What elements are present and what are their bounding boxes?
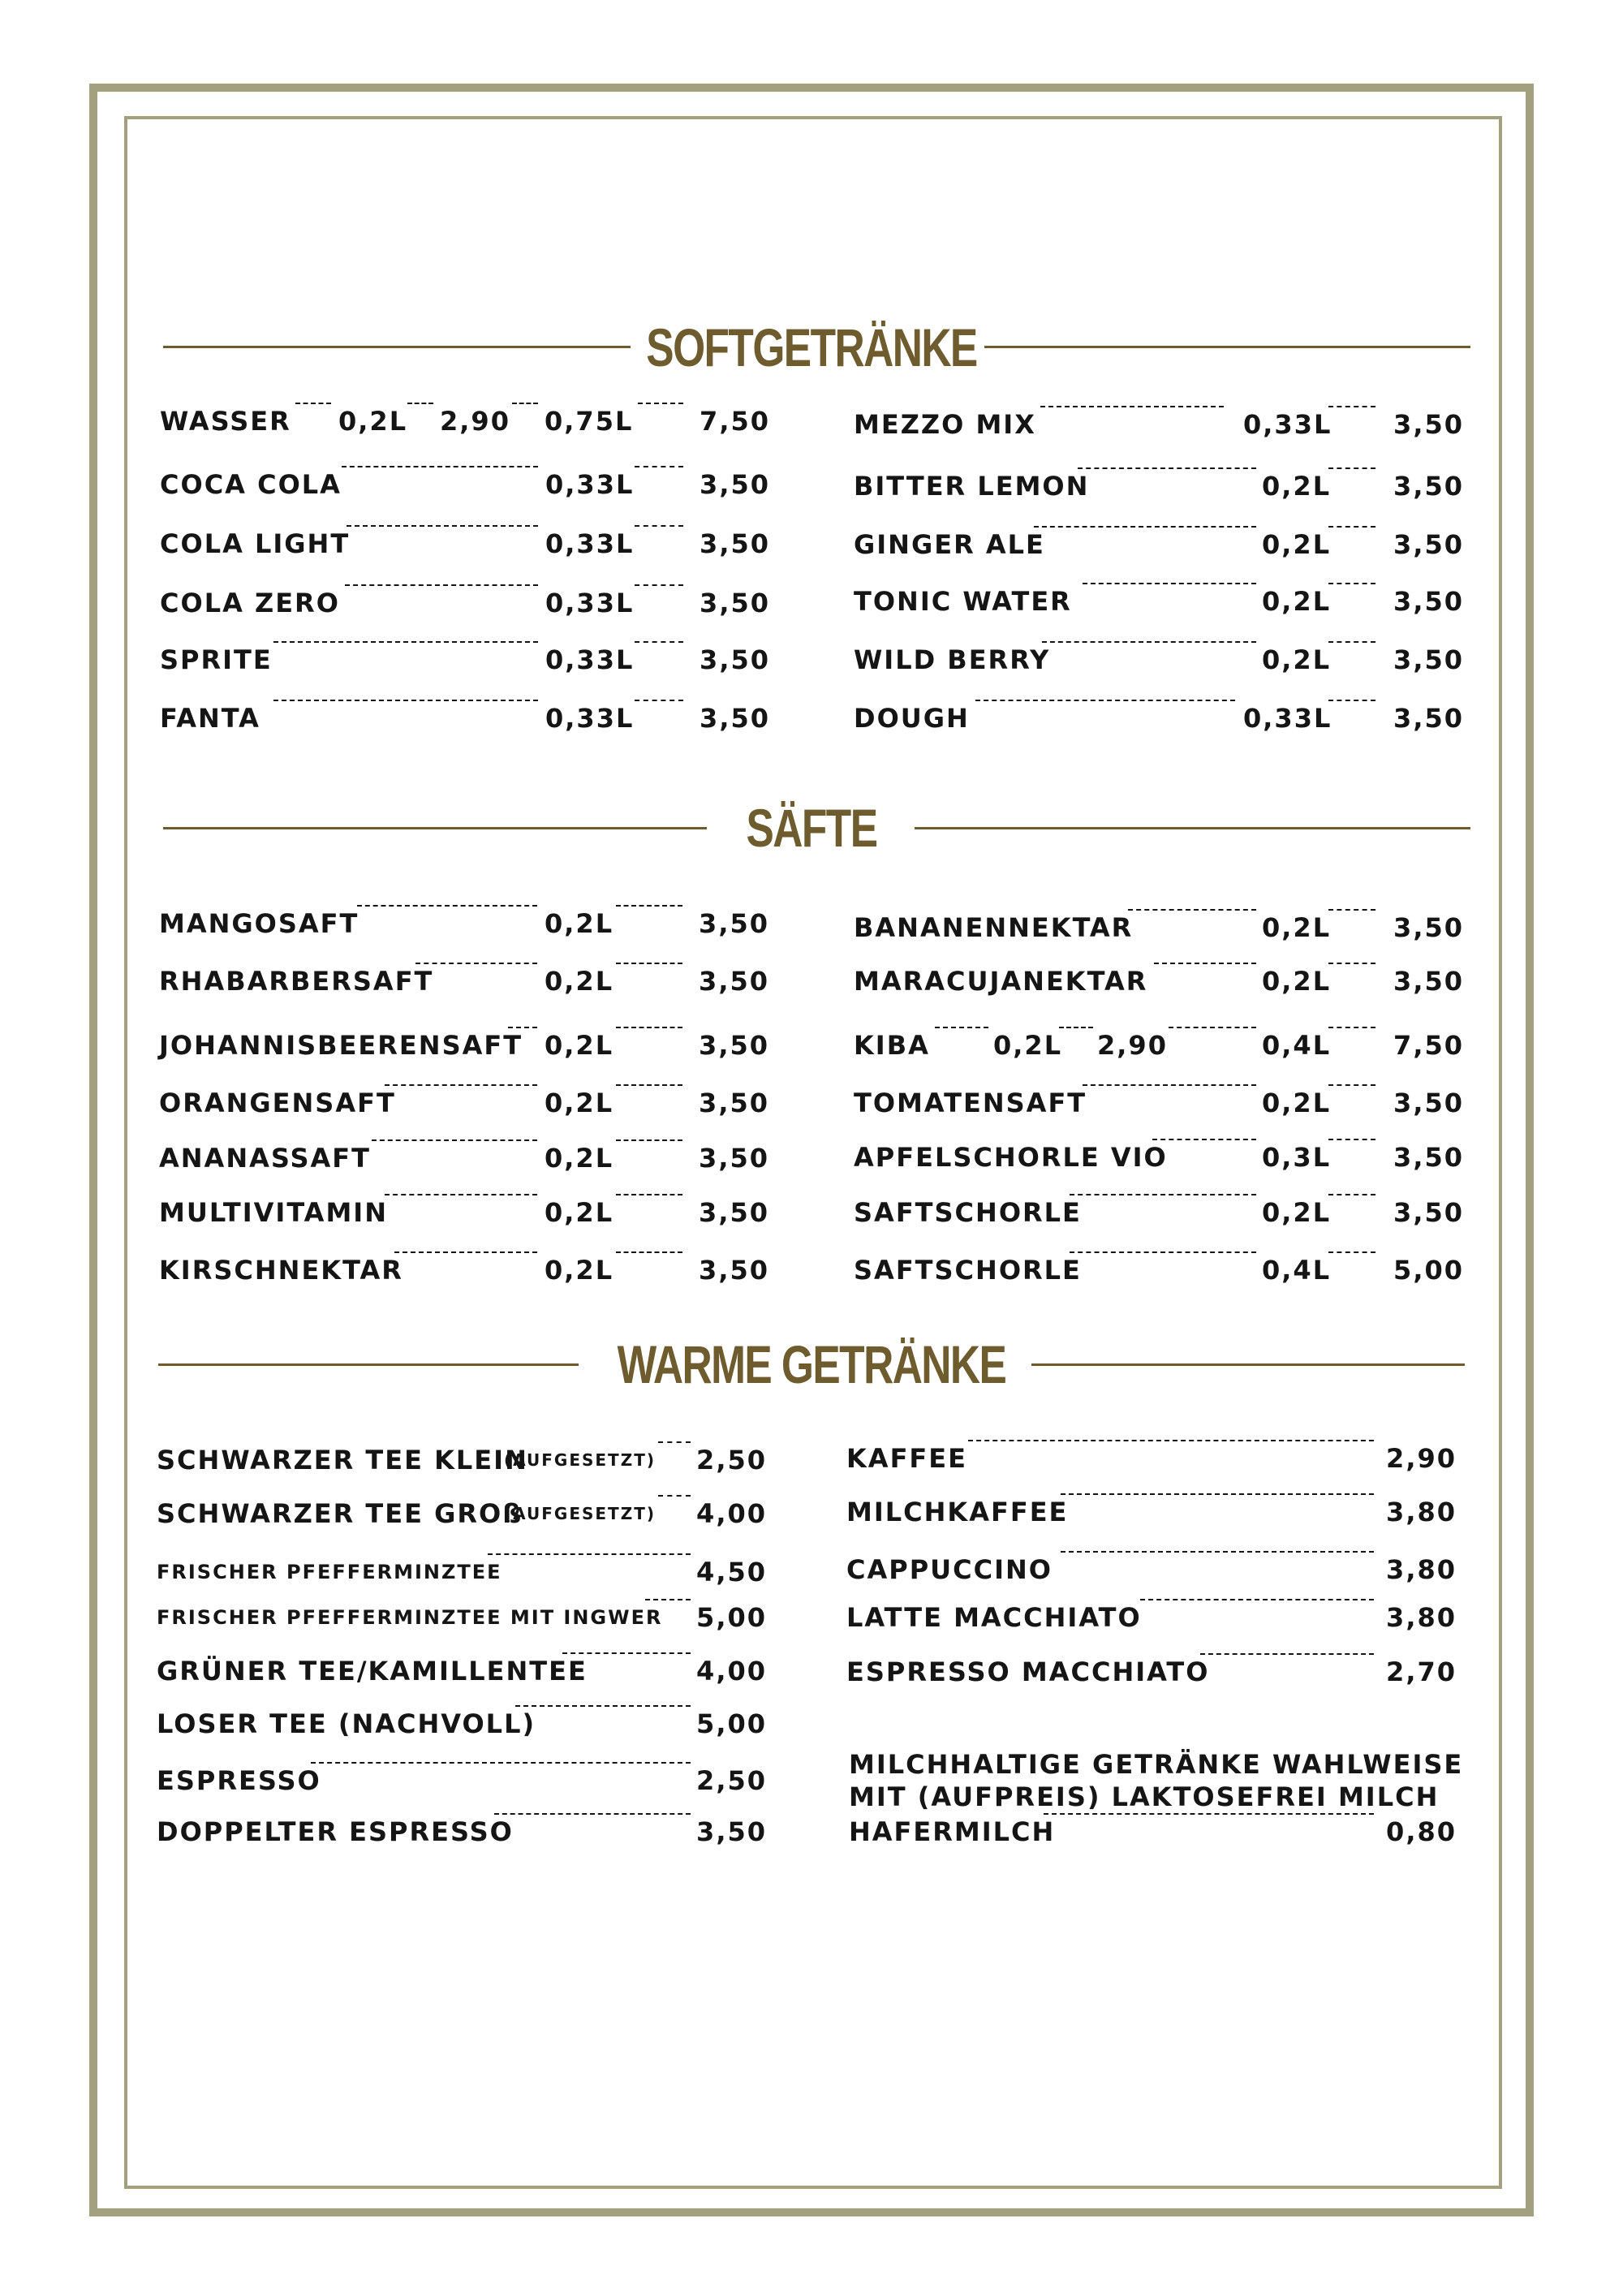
item-note: (AUFGESETZT) — [504, 1450, 656, 1470]
item-size: 0,2L — [1262, 966, 1332, 997]
menu-item — [854, 406, 1464, 443]
item-price: 2,50 — [696, 1445, 767, 1475]
leader — [1328, 526, 1375, 528]
item-price: 3,80 — [1386, 1497, 1457, 1527]
menu-item — [854, 1084, 1464, 1122]
item-price: 5,00 — [1393, 1255, 1464, 1286]
leader — [635, 466, 683, 467]
menu-item — [157, 1553, 767, 1591]
leader — [295, 403, 331, 404]
menu-item — [160, 525, 770, 562]
item-price: 3,50 — [700, 703, 770, 734]
leader — [508, 1027, 537, 1028]
leader — [616, 1194, 682, 1195]
leader — [1328, 1084, 1375, 1086]
item-price: 7,50 — [700, 406, 770, 437]
leader — [1200, 1653, 1374, 1655]
item-name: MANGOSAFT — [159, 908, 359, 939]
item-name: RHABARBERSAFT — [159, 966, 434, 997]
leader — [1070, 1194, 1256, 1195]
menu-item — [159, 1084, 769, 1122]
item-price: 2,50 — [696, 1765, 767, 1796]
leader — [385, 1194, 537, 1195]
leader — [1328, 1251, 1375, 1253]
leader — [1128, 909, 1256, 911]
item-size: 0,33L — [545, 528, 635, 559]
item-price: 3,50 — [1393, 1088, 1464, 1118]
leader — [616, 1139, 682, 1141]
item-name: SCHWARZER TEE GROß — [157, 1498, 523, 1529]
leader — [488, 1553, 691, 1555]
item-name: LOSER TEE (NACHVOLL) — [157, 1708, 536, 1739]
leader — [1328, 1139, 1375, 1140]
item-size: 0,75L — [545, 406, 634, 437]
menu-item — [159, 905, 769, 942]
menu-item — [854, 1194, 1464, 1231]
item-price: 0,80 — [1386, 1816, 1457, 1847]
leader — [415, 963, 537, 964]
item-price: 3,50 — [699, 1088, 769, 1118]
leader — [1152, 1139, 1256, 1140]
leader — [1169, 1027, 1256, 1028]
item-price: 5,00 — [696, 1602, 767, 1633]
menu-item — [159, 963, 769, 1000]
leader — [394, 1251, 537, 1253]
menu-item — [157, 1813, 767, 1850]
item-price: 3,50 — [699, 1143, 769, 1174]
leader — [1042, 641, 1256, 643]
item-price: 3,50 — [699, 908, 769, 939]
leader — [562, 1652, 691, 1654]
leader — [658, 1495, 691, 1497]
menu-item — [160, 700, 770, 737]
leader — [1059, 1027, 1093, 1028]
leader — [635, 584, 683, 586]
milk-option-note — [849, 1748, 1466, 1813]
leader — [1083, 1084, 1256, 1086]
item-name: FRISCHER PFEFFERMINZTEE — [157, 1561, 502, 1583]
leader — [658, 1441, 691, 1443]
item-name: LATTE MACCHIATO — [846, 1602, 1142, 1633]
menu-item — [849, 1813, 1457, 1850]
leader — [1083, 583, 1256, 584]
item-price: 3,50 — [1393, 1142, 1464, 1173]
menu-item — [846, 1599, 1457, 1636]
menu-item — [846, 1653, 1457, 1691]
item-size: 0,33L — [545, 588, 635, 618]
leader — [1061, 1493, 1374, 1495]
leader — [1328, 641, 1375, 643]
menu-item — [854, 467, 1464, 505]
item-size: 0,33L — [545, 469, 635, 500]
menu-item — [846, 1493, 1457, 1531]
section-title-warme-getraenke: WARME GETRÄNKE — [617, 1334, 1006, 1394]
leader — [635, 525, 683, 527]
item-price: 3,50 — [699, 966, 769, 997]
item-price: 3,50 — [1393, 1197, 1464, 1228]
leader — [616, 1251, 682, 1253]
section-title-softgetraenke: SOFTGETRÄNKE — [646, 317, 977, 377]
item-price: 3,50 — [1393, 644, 1464, 675]
item-name: FANTA — [160, 703, 260, 734]
item-name: ANANASSAFT — [159, 1143, 371, 1174]
leader — [975, 700, 1235, 701]
leader — [342, 466, 538, 467]
menu-item — [854, 1139, 1464, 1176]
item-name: COLA ZERO — [160, 588, 340, 618]
item-price: 3,50 — [699, 1030, 769, 1061]
item-price: 2,70 — [1386, 1656, 1457, 1687]
item-size: 0,2L — [338, 406, 408, 437]
leader — [1154, 963, 1256, 964]
leader — [616, 1084, 682, 1086]
item-size: 0,2L — [545, 1197, 614, 1228]
milk-note-line: MIT (AUFPREIS) LAKTOSEFREI MILCH — [849, 1781, 1440, 1812]
item-name: ORANGENSAFT — [159, 1088, 396, 1118]
leader — [1070, 1251, 1256, 1253]
item-name: GRÜNER TEE/KAMILLENTEE — [157, 1656, 588, 1686]
leader — [1040, 406, 1224, 407]
item-name: COCA COLA — [160, 469, 342, 500]
item-size: 0,2L — [1262, 1197, 1332, 1228]
item-size: 0,2L — [545, 1088, 614, 1118]
item-price: 3,80 — [1386, 1602, 1457, 1633]
leader — [1328, 1027, 1375, 1028]
item-size: 0,33L — [545, 703, 635, 734]
item-price: 3,50 — [700, 588, 770, 618]
menu-item — [854, 583, 1464, 620]
leader — [515, 1705, 691, 1707]
item-price: 3,50 — [1393, 471, 1464, 502]
section-title-saefte: SÄFTE — [746, 798, 877, 858]
leader — [407, 403, 433, 404]
leader — [638, 403, 683, 404]
item-size: 0,3L — [1262, 1142, 1332, 1173]
item-size: 0,4L — [1262, 1030, 1332, 1061]
milk-note-line: MILCHHALTIGE GETRÄNKE WAHLWEISE — [849, 1749, 1464, 1780]
item-size: 0,2L — [1262, 644, 1332, 675]
leader — [347, 525, 538, 527]
item-size: 0,2L — [1262, 586, 1332, 617]
leader — [635, 700, 683, 701]
item-name: TONIC WATER — [854, 586, 1072, 617]
item-size: 0,2L — [545, 908, 614, 939]
leader — [273, 700, 538, 701]
item-price: 4,00 — [696, 1498, 767, 1529]
leader — [1328, 963, 1375, 964]
item-price: 3,50 — [699, 1197, 769, 1228]
item-size: 0,33L — [1243, 703, 1332, 734]
menu-item — [854, 700, 1464, 737]
leader — [935, 1027, 988, 1028]
menu-item — [160, 466, 770, 503]
leader — [616, 905, 682, 907]
leader — [512, 403, 538, 404]
menu-item — [854, 641, 1464, 678]
item-name: COLA LIGHT — [160, 528, 351, 559]
item-price: 3,80 — [1386, 1554, 1457, 1585]
item-price: 2,90 — [440, 406, 510, 437]
menu-item — [159, 1251, 769, 1289]
item-price: 4,50 — [696, 1557, 767, 1587]
menu-item — [160, 403, 770, 440]
item-note: (AUFGESETZT) — [504, 1504, 656, 1523]
leader — [616, 963, 682, 964]
item-price: 4,00 — [696, 1656, 767, 1686]
item-name: ESPRESSO MACCHIATO — [846, 1656, 1210, 1687]
leader — [1078, 467, 1256, 469]
item-size: 0,2L — [1262, 1088, 1332, 1118]
leader — [372, 1139, 537, 1141]
menu-item — [157, 1441, 767, 1479]
leader — [1328, 406, 1375, 407]
leader — [494, 1813, 691, 1815]
item-size: 0,2L — [993, 1030, 1063, 1061]
item-name: KIBA — [854, 1030, 930, 1061]
item-size: 0,2L — [1262, 471, 1332, 502]
item-price: 3,50 — [700, 528, 770, 559]
item-price: 3,50 — [1393, 409, 1464, 440]
item-size: 0,2L — [545, 1030, 614, 1061]
leader — [1328, 700, 1375, 701]
item-name: MULTIVITAMIN — [159, 1197, 388, 1228]
item-price: 3,50 — [696, 1816, 767, 1847]
menu-item — [160, 584, 770, 622]
item-name: MILCHKAFFEE — [846, 1497, 1069, 1527]
item-price: 5,00 — [696, 1708, 767, 1739]
leader — [273, 641, 538, 643]
item-name: SCHWARZER TEE KLEIN — [157, 1445, 528, 1475]
leader — [1328, 1194, 1375, 1195]
item-price: 3,50 — [1393, 529, 1464, 560]
item-name: MEZZO MIX — [854, 409, 1036, 440]
menu-item — [160, 641, 770, 678]
item-name: CAPPUCCINO — [846, 1554, 1053, 1585]
item-size: 0,4L — [1262, 1255, 1332, 1286]
menu-item — [854, 1251, 1464, 1289]
leader — [635, 641, 683, 643]
item-price: 3,50 — [1393, 912, 1464, 943]
item-size: 0,33L — [545, 644, 635, 675]
item-name: SAFTSCHORLE — [854, 1197, 1082, 1228]
item-name: WASSER — [160, 406, 291, 437]
item-name: FRISCHER PFEFFERMINZTEE MIT INGWER — [157, 1606, 663, 1629]
menu-item — [846, 1440, 1457, 1477]
menu-item — [157, 1495, 767, 1532]
menu-item — [159, 1194, 769, 1231]
leader — [616, 1027, 682, 1028]
item-name: GINGER ALE — [854, 529, 1045, 560]
leader — [1034, 526, 1256, 528]
item-name: DOPPELTER ESPRESSO — [157, 1816, 514, 1847]
item-size: 0,33L — [1243, 409, 1332, 440]
item-name: MARACUJANEKTAR — [854, 966, 1148, 997]
leader — [311, 1762, 691, 1764]
item-name: WILD BERRY — [854, 644, 1051, 675]
item-price: 3,50 — [1393, 703, 1464, 734]
item-name: JOHANNISBEERENSAFT — [159, 1030, 523, 1061]
item-size: 0,2L — [545, 1143, 614, 1174]
item-name: BANANENNEKTAR — [854, 912, 1134, 943]
menu-item — [157, 1705, 767, 1742]
item-name: APFELSCHORLE VIO — [854, 1142, 1168, 1173]
menu-item — [159, 1139, 769, 1177]
item-size: 0,2L — [1262, 912, 1332, 943]
item-name: BITTER LEMON — [854, 471, 1090, 502]
item-name: ESPRESSO — [157, 1765, 321, 1796]
item-price: 3,50 — [700, 469, 770, 500]
leader — [1328, 467, 1375, 469]
menu-item — [846, 1551, 1457, 1588]
menu-item — [854, 909, 1464, 946]
leader — [968, 1440, 1374, 1441]
leader — [345, 584, 538, 586]
item-name: SAFTSCHORLE — [854, 1255, 1082, 1286]
item-price: 7,50 — [1393, 1030, 1464, 1061]
menu-item — [157, 1762, 767, 1799]
leader — [1140, 1599, 1374, 1600]
menu-item — [157, 1652, 767, 1690]
item-name: KIRSCHNEKTAR — [159, 1255, 403, 1286]
menu-item — [854, 526, 1464, 563]
item-name: HAFERMILCH — [849, 1816, 1056, 1847]
leader — [645, 1599, 691, 1600]
menu-item — [159, 1027, 769, 1064]
leader — [1328, 583, 1375, 584]
item-size: 0,2L — [545, 966, 614, 997]
item-name: SPRITE — [160, 644, 273, 675]
item-name: TOMATENSAFT — [854, 1088, 1087, 1118]
item-name: DOUGH — [854, 703, 970, 734]
menu-item — [854, 963, 1464, 1000]
item-price: 2,90 — [1097, 1030, 1168, 1061]
item-price: 3,50 — [700, 644, 770, 675]
leader — [357, 905, 537, 907]
item-price: 2,90 — [1386, 1443, 1457, 1474]
item-price: 3,50 — [1393, 586, 1464, 617]
leader — [1044, 1813, 1374, 1815]
item-size: 0,2L — [545, 1255, 614, 1286]
item-price: 3,50 — [1393, 966, 1464, 997]
item-size: 0,2L — [1262, 529, 1332, 560]
item-price: 3,50 — [699, 1255, 769, 1286]
menu-item — [854, 1027, 1464, 1064]
leader — [1061, 1551, 1374, 1553]
item-name: KAFFEE — [846, 1443, 967, 1474]
menu-item — [157, 1599, 767, 1636]
leader — [385, 1084, 537, 1086]
leader — [1328, 909, 1375, 911]
